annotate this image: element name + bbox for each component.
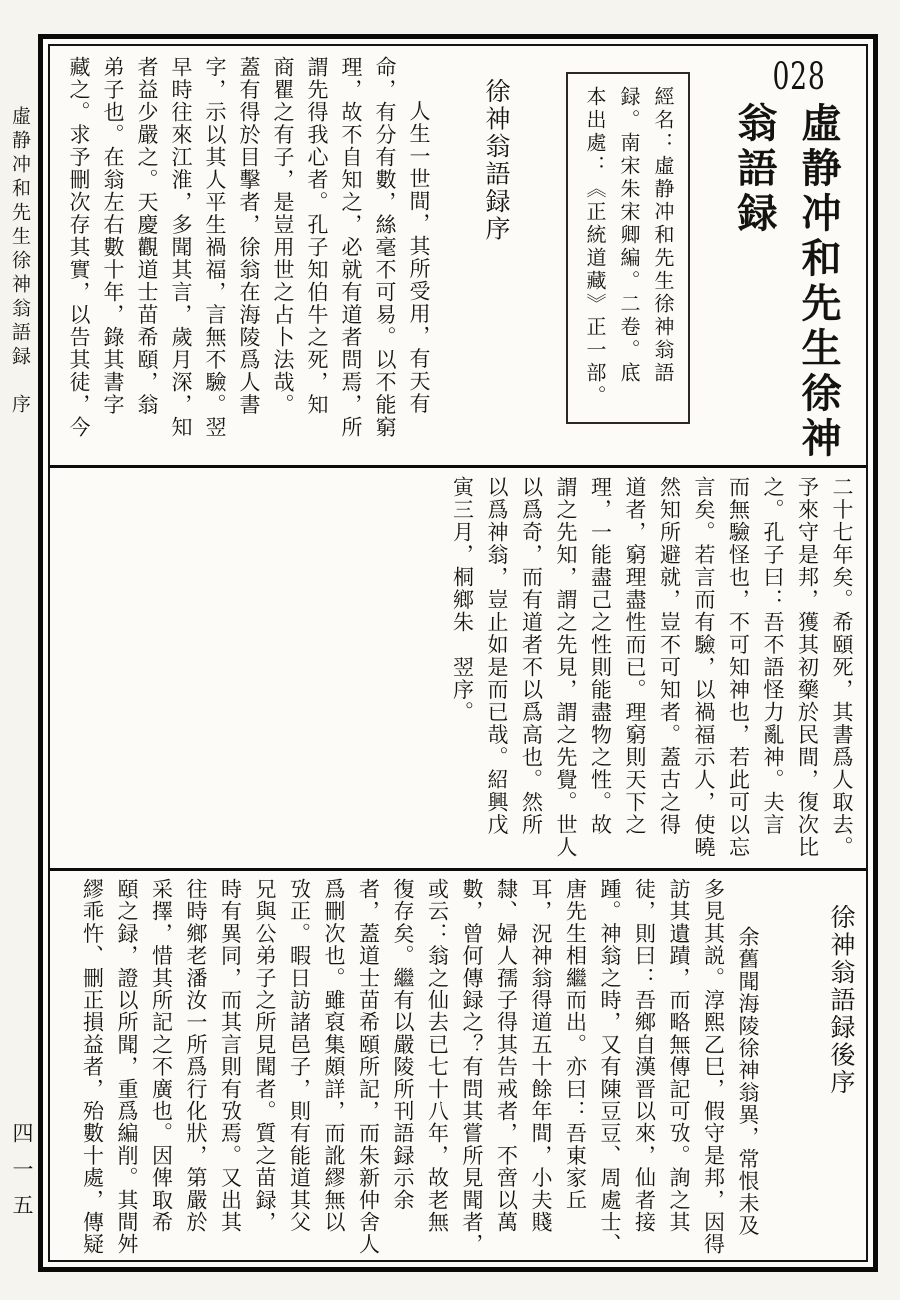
text-column: 謂之先知，謂之先見，謂之先覺。世人: [554, 476, 578, 859]
text-column: 者，蓋道士苗希頤所記，而朱新仲舍人: [356, 878, 381, 1256]
book-title: [714, 102, 842, 462]
text-column: 言矣。若言而有驗，以禍福示人，使曉: [692, 476, 716, 859]
text-column: 往時鄉老潘汝一所爲行化狀，第嚴於: [184, 878, 208, 1234]
text-column: 時有異同，而其言則有攷焉。又出其: [218, 878, 243, 1234]
text-column: 命，有分有數，絲毫不可易。以不能窮: [373, 56, 397, 439]
text-column: 唐先生相繼而出。亦曰：吾東家丘: [563, 878, 588, 1211]
text-column: 理，故不自知之，必就有道者問焉，所: [339, 56, 363, 439]
text-column: 余舊聞海陵徐神翁異，常恨未及: [736, 926, 760, 1237]
text-column: 弟子也。在翁左右數十年，錄其書字: [101, 56, 125, 416]
text-column: 以爲奇，而有道者不以爲高也。然所: [519, 476, 544, 836]
text-column: 寅三月，桐鄉朱 翌序。: [450, 476, 475, 724]
text-column: 繆乖忤、刪正損益者，殆數十處，傳疑: [80, 878, 105, 1256]
section-title-and-preface: [50, 46, 866, 465]
text-column: 藏之。求予刪次存其實，以告其徒，今: [67, 56, 91, 439]
text-column: 之。孔子曰：吾不語怪力亂神。夫言: [761, 476, 785, 836]
text-column: 蓋有得於目擊者，徐翁在海陵爲人書: [237, 56, 261, 416]
text-column: 兄與公弟子之所見聞者。質之苗録，: [253, 878, 277, 1234]
text-column: 而無驗怪也，不可知神也，若此可以忘: [726, 476, 751, 859]
section-preface-continuation: [50, 471, 866, 868]
text-column: 多見其説。淳熙乙巳，假守是邦，因得: [701, 878, 726, 1256]
preface-heading: 徐神翁語録序: [482, 78, 509, 243]
text-column: 或云：翁之仙去已七十八年，故老無: [425, 878, 450, 1234]
page-border-inner: [48, 44, 868, 1262]
colophon-box: [566, 72, 690, 424]
text-column: 頤之録，證以所聞，重爲編削。其間舛: [115, 878, 139, 1256]
page-border-outer: [38, 34, 878, 1272]
book-title-line2: 翁語録: [732, 102, 777, 237]
text-column: 采擇，惜其所記之不廣也。因俾取希: [149, 878, 174, 1234]
text-column: 耳，況神翁得道五十餘年間，小夫賤: [529, 878, 553, 1234]
postface-heading: 徐神翁語録後序: [827, 904, 854, 1097]
text-column: 者益少嚴之。天慶觀道士苗希頤，翁: [135, 56, 159, 416]
section-postface: [50, 871, 866, 1260]
colophon-column: 經名：虛静冲和先生徐神翁語: [651, 86, 673, 385]
text-column: 字，示以其人平生禍福，言無不驗。翌: [203, 56, 227, 439]
text-column: 二十七年矣。希頤死，其書爲人取去。: [830, 476, 854, 859]
page-code: 028: [772, 55, 826, 98]
text-column: 人生一世間，其所受用，有天有: [407, 100, 431, 415]
text-column: 訪其遺蹟，而略無傳記可攷。詢之其: [667, 878, 691, 1234]
text-column: 爲刪次也。雖裒集頗詳，而訛繆無以: [322, 878, 346, 1234]
text-column: 踵。神翁之時，又有陳豆豆、周處士、: [598, 878, 622, 1256]
spine-running-title: 虛静冲和先生徐神翁語録 序: [9, 106, 30, 418]
text-column: 商瞿之有子，是豈用世之占卜法哉。: [271, 56, 295, 416]
folio-page-number: 四一五: [10, 1122, 34, 1230]
text-column: 然知所避就，豈不可知者。蓋古之得: [657, 476, 682, 836]
text-column: 早時往來江淮，多聞其言，歲月深，知: [169, 56, 193, 439]
text-column: 予來守是邦，獲其初藥於民間，復次比: [795, 476, 820, 859]
text-column: 數，曾何傳録之？有問其嘗所見聞者，: [460, 878, 484, 1256]
postface-text: [56, 878, 859, 1258]
text-column: 道者，窮理盡性而已。理窮則天下之: [623, 476, 647, 836]
colophon-column: 本出處：《正統道藏》正一部。: [583, 86, 605, 408]
text-column: 攷正。暇日訪諸邑子，則有能道其父: [287, 878, 312, 1234]
text-column: 隸、婦人孺子得其告戒者，不啻以萬: [494, 878, 519, 1234]
preface-text: [56, 56, 514, 461]
book-title-line1: 虛静冲和先生徐神: [796, 102, 841, 462]
text-column: 謂先得我心者。孔子知伯牛之死，知: [305, 56, 329, 416]
text-column: 徒，則曰：吾鄉自漢晋以來，仙者接: [632, 878, 657, 1234]
preface-continuation-text: [56, 476, 859, 864]
text-column: 以爲神翁，豈止如是而已哉。紹興戊: [485, 476, 509, 836]
section-divider-rule: [50, 465, 866, 468]
text-column: 理，一能盡己之性則能盡物之性。故: [588, 476, 613, 836]
text-column: 復存矣。繼有以嚴陵所刊語録示余: [391, 878, 415, 1211]
colophon-column: 録。南宋朱宋卿編。二卷。底: [617, 86, 639, 385]
